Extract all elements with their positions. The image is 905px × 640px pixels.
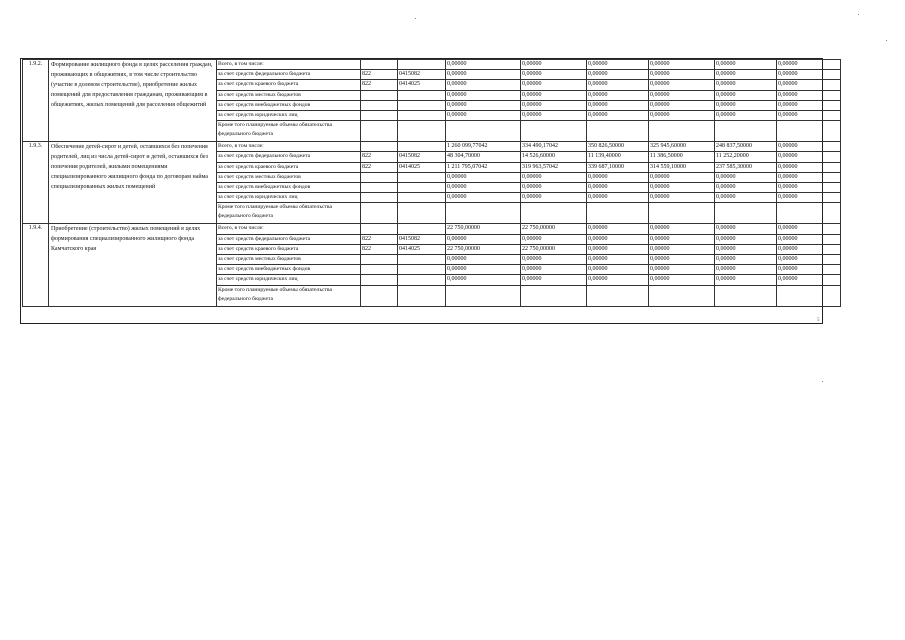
amount-cell: 0,00000	[715, 234, 777, 244]
amount-cell: 0,00000	[777, 234, 841, 244]
amount-cell: 0,00000	[715, 70, 777, 80]
amount-cell	[521, 285, 587, 306]
budget-code	[361, 90, 398, 100]
section-description: Обеспечение детей-сирот и детей, оставшихся без попечения родителей, лиц из числа детей-сирот и детей, оставшихся без попечения родителей, жилыми помещениями специализированного жилищного фонда по договорам найма специализированных жилых помещений	[49, 142, 217, 224]
amount-cell: 0,00000	[777, 224, 841, 234]
expense-code	[398, 90, 446, 100]
funding-source: за счет средств внебюджетных фондов	[217, 183, 361, 193]
amount-cell: 334 490,17042	[521, 142, 587, 152]
expense-code	[398, 111, 446, 121]
amount-cell	[715, 285, 777, 306]
expense-code: 0414025	[398, 162, 446, 172]
amount-cell: 0,00000	[587, 224, 649, 234]
amount-cell: 0,00000	[715, 255, 777, 265]
amount-cell: 22 750,00000	[521, 224, 587, 234]
budget-code	[361, 100, 398, 110]
expense-code	[398, 265, 446, 275]
amount-cell: 0,00000	[715, 224, 777, 234]
amount-cell: 1 211 795,07042	[446, 162, 521, 172]
amount-cell: 0,00000	[777, 255, 841, 265]
amount-cell: 0,00000	[587, 60, 649, 70]
budget-code: 822	[361, 152, 398, 162]
amount-cell: 0,00000	[777, 80, 841, 90]
amount-cell: 0,00000	[649, 244, 715, 254]
amount-cell: 0,00000	[777, 111, 841, 121]
amount-cell: 0,00000	[521, 265, 587, 275]
amount-cell: 0,00000	[446, 90, 521, 100]
expense-code	[398, 121, 446, 142]
section-number: 1.9.3.	[23, 142, 49, 224]
funding-source: за счет средств федерального бюджета	[217, 70, 361, 80]
amount-cell: 0,00000	[777, 183, 841, 193]
amount-cell: 0,00000	[777, 265, 841, 275]
amount-cell	[521, 203, 587, 224]
amount-cell: 0,00000	[649, 90, 715, 100]
amount-cell: 0,00000	[587, 255, 649, 265]
amount-cell: 0,00000	[446, 193, 521, 203]
amount-cell: 0,00000	[521, 275, 587, 285]
budget-code	[361, 285, 398, 306]
funding-source: Всего, в том числе:	[217, 60, 361, 70]
amount-cell: 0,00000	[777, 100, 841, 110]
amount-cell: 0,00000	[446, 80, 521, 90]
amount-cell	[446, 121, 521, 142]
budget-code	[361, 172, 398, 182]
section-description: Формирование жилищного фонда в целях расселения граждан, проживающих в общежитиях, в том числе строительство (участие в долевом строительстве), приобретение жилых помещений для предоставления гражданам, проживающим в общежитиях, жилых помещений для расселения общежитий	[49, 60, 217, 142]
amount-cell	[777, 121, 841, 142]
amount-cell: 0,00000	[715, 183, 777, 193]
amount-cell: 0,00000	[649, 255, 715, 265]
amount-cell: 0,00000	[777, 142, 841, 152]
amount-cell: 0,00000	[521, 183, 587, 193]
expense-code	[398, 275, 446, 285]
amount-cell: 0,00000	[521, 60, 587, 70]
budget-code	[361, 275, 398, 285]
funding-source: за счет средств местных бюджетов	[217, 255, 361, 265]
amount-cell: 0,00000	[587, 265, 649, 275]
expense-code: 0414025	[398, 244, 446, 254]
amount-cell: 0,00000	[446, 275, 521, 285]
amount-cell	[715, 203, 777, 224]
amount-cell: 0,00000	[715, 265, 777, 275]
amount-cell: 0,00000	[649, 234, 715, 244]
amount-cell: 0,00000	[521, 70, 587, 80]
budget-code	[361, 121, 398, 142]
amount-cell: 0,00000	[777, 193, 841, 203]
amount-cell: 0,00000	[446, 70, 521, 80]
expense-code	[398, 142, 446, 152]
funding-source: за счет средств краевого бюджета	[217, 244, 361, 254]
budget-table	[22, 59, 841, 307]
funding-source: за счет средств краевого бюджета	[217, 162, 361, 172]
budget-code: 822	[361, 80, 398, 90]
funding-source: за счет средств юридических лиц	[217, 193, 361, 203]
expense-code	[398, 60, 446, 70]
expense-code: 0415082	[398, 70, 446, 80]
amount-cell: 0,00000	[446, 255, 521, 265]
amount-cell: 0,00000	[715, 275, 777, 285]
amount-cell: 0,00000	[446, 100, 521, 110]
amount-cell: 0,00000	[521, 234, 587, 244]
amount-cell: 0,00000	[777, 162, 841, 172]
amount-cell: 0,00000	[521, 193, 587, 203]
funding-source: Кроме того планируемые объемы обязательства федерального бюджета	[217, 203, 361, 224]
amount-cell: 22 750,00000	[446, 244, 521, 254]
funding-source: за счет средств внебюджетных фондов	[217, 265, 361, 275]
amount-cell: 0,00000	[446, 183, 521, 193]
funding-source: за счет средств федерального бюджета	[217, 234, 361, 244]
amount-cell: 11 252,20000	[715, 152, 777, 162]
amount-cell: 0,00000	[521, 255, 587, 265]
amount-cell: 11 386,50000	[649, 152, 715, 162]
amount-cell: 350 826,50000	[587, 142, 649, 152]
amount-cell: 0,00000	[777, 70, 841, 80]
budget-code	[361, 203, 398, 224]
table-row	[23, 142, 841, 152]
amount-cell: 0,00000	[587, 234, 649, 244]
amount-cell: 0,00000	[521, 90, 587, 100]
amount-cell: 0,00000	[587, 275, 649, 285]
amount-cell: 0,00000	[649, 100, 715, 110]
amount-cell	[446, 285, 521, 306]
amount-cell	[715, 121, 777, 142]
amount-cell: 0,00000	[649, 80, 715, 90]
expense-code	[398, 193, 446, 203]
amount-cell: 0,00000	[587, 111, 649, 121]
expense-code	[398, 255, 446, 265]
amount-cell	[446, 203, 521, 224]
budget-code	[361, 111, 398, 121]
amount-cell: 0,00000	[649, 265, 715, 275]
budget-code	[361, 60, 398, 70]
amount-cell: 0,00000	[521, 111, 587, 121]
page-mark: 5	[817, 318, 820, 323]
amount-cell: 0,00000	[649, 60, 715, 70]
expense-code: 0415082	[398, 152, 446, 162]
amount-cell: 0,00000	[777, 152, 841, 162]
amount-cell: 0,00000	[587, 183, 649, 193]
funding-source: за счет средств федерального бюджета	[217, 152, 361, 162]
budget-code: 822	[361, 234, 398, 244]
funding-source: Кроме того планируемые объемы обязательства федерального бюджета	[217, 285, 361, 306]
amount-cell: 0,00000	[649, 224, 715, 234]
scan-speck	[822, 381, 823, 382]
amount-cell: 325 945,60000	[649, 142, 715, 152]
budget-code	[361, 224, 398, 234]
amount-cell: 0,00000	[715, 100, 777, 110]
amount-cell: 0,00000	[777, 60, 841, 70]
amount-cell: 1 260 099,77042	[446, 142, 521, 152]
amount-cell	[649, 203, 715, 224]
funding-source: за счет средств местных бюджетов	[217, 172, 361, 182]
amount-cell: 0,00000	[777, 90, 841, 100]
amount-cell: 11 139,40000	[587, 152, 649, 162]
amount-cell: 22 750,00000	[446, 224, 521, 234]
funding-source: Всего, в том числе:	[217, 224, 361, 234]
expense-code: 0415082	[398, 234, 446, 244]
amount-cell: 0,00000	[521, 80, 587, 90]
amount-cell: 0,00000	[446, 172, 521, 182]
funding-source: за счет средств краевого бюджета	[217, 80, 361, 90]
amount-cell: 0,00000	[521, 172, 587, 182]
amount-cell: 0,00000	[587, 193, 649, 203]
amount-cell: 0,00000	[715, 80, 777, 90]
funding-source: за счет средств юридических лиц	[217, 111, 361, 121]
budget-code	[361, 183, 398, 193]
budget-code	[361, 193, 398, 203]
section-number: 1.9.4.	[23, 224, 49, 306]
amount-cell	[521, 121, 587, 142]
section-description: Приобретение (строительство) жилых помещений в целях формирования специализированного жилищного фонда Камчатского края	[49, 224, 217, 306]
amount-cell: 0,00000	[777, 172, 841, 182]
scan-speck	[858, 14, 859, 15]
expense-code: 0414025	[398, 80, 446, 90]
amount-cell: 0,00000	[587, 80, 649, 90]
budget-code	[361, 255, 398, 265]
amount-cell: 0,00000	[715, 111, 777, 121]
amount-cell: 319 963,57042	[521, 162, 587, 172]
funding-source: за счет средств местных бюджетов	[217, 90, 361, 100]
amount-cell: 0,00000	[446, 60, 521, 70]
amount-cell: 0,00000	[649, 172, 715, 182]
amount-cell	[649, 285, 715, 306]
amount-cell: 0,00000	[649, 193, 715, 203]
funding-source: Всего, в том числе:	[217, 142, 361, 152]
budget-code	[361, 142, 398, 152]
amount-cell: 0,00000	[521, 100, 587, 110]
amount-cell: 0,00000	[715, 244, 777, 254]
amount-cell	[587, 203, 649, 224]
expense-code	[398, 203, 446, 224]
amount-cell	[777, 203, 841, 224]
amount-cell	[587, 121, 649, 142]
amount-cell: 0,00000	[715, 60, 777, 70]
amount-cell: 0,00000	[446, 234, 521, 244]
amount-cell: 0,00000	[649, 111, 715, 121]
amount-cell: 314 559,10000	[649, 162, 715, 172]
section-number: 1.9.2.	[23, 60, 49, 142]
amount-cell: 0,00000	[649, 183, 715, 193]
amount-cell: 0,00000	[777, 244, 841, 254]
amount-cell	[649, 121, 715, 142]
budget-code: 822	[361, 162, 398, 172]
table-row	[23, 224, 841, 234]
funding-source: за счет средств юридических лиц	[217, 275, 361, 285]
budget-code: 822	[361, 70, 398, 80]
scan-speck	[886, 40, 887, 41]
funding-source: Кроме того планируемые объемы обязательства федерального бюджета	[217, 121, 361, 142]
expense-code	[398, 183, 446, 193]
amount-cell: 0,00000	[649, 275, 715, 285]
amount-cell: 0,00000	[649, 70, 715, 80]
scan-speck	[415, 18, 416, 19]
expense-code	[398, 224, 446, 234]
amount-cell: 237 585,30000	[715, 162, 777, 172]
amount-cell: 14 526,60000	[521, 152, 587, 162]
amount-cell: 0,00000	[587, 70, 649, 80]
amount-cell: 48 304,70000	[446, 152, 521, 162]
budget-code	[361, 265, 398, 275]
amount-cell: 0,00000	[715, 172, 777, 182]
amount-cell: 0,00000	[587, 90, 649, 100]
amount-cell: 339 687,10000	[587, 162, 649, 172]
amount-cell: 0,00000	[446, 111, 521, 121]
amount-cell	[777, 285, 841, 306]
amount-cell: 0,00000	[587, 172, 649, 182]
amount-cell: 0,00000	[715, 90, 777, 100]
amount-cell: 0,00000	[446, 265, 521, 275]
expense-code	[398, 172, 446, 182]
amount-cell: 0,00000	[587, 244, 649, 254]
amount-cell: 248 837,50000	[715, 142, 777, 152]
expense-code	[398, 285, 446, 306]
amount-cell: 0,00000	[587, 100, 649, 110]
table-row	[23, 60, 841, 70]
amount-cell: 22 750,00000	[521, 244, 587, 254]
budget-code: 822	[361, 244, 398, 254]
amount-cell: 0,00000	[715, 193, 777, 203]
amount-cell: 0,00000	[777, 275, 841, 285]
expense-code	[398, 100, 446, 110]
funding-source: за счет средств внебюджетных фондов	[217, 100, 361, 110]
amount-cell	[587, 285, 649, 306]
